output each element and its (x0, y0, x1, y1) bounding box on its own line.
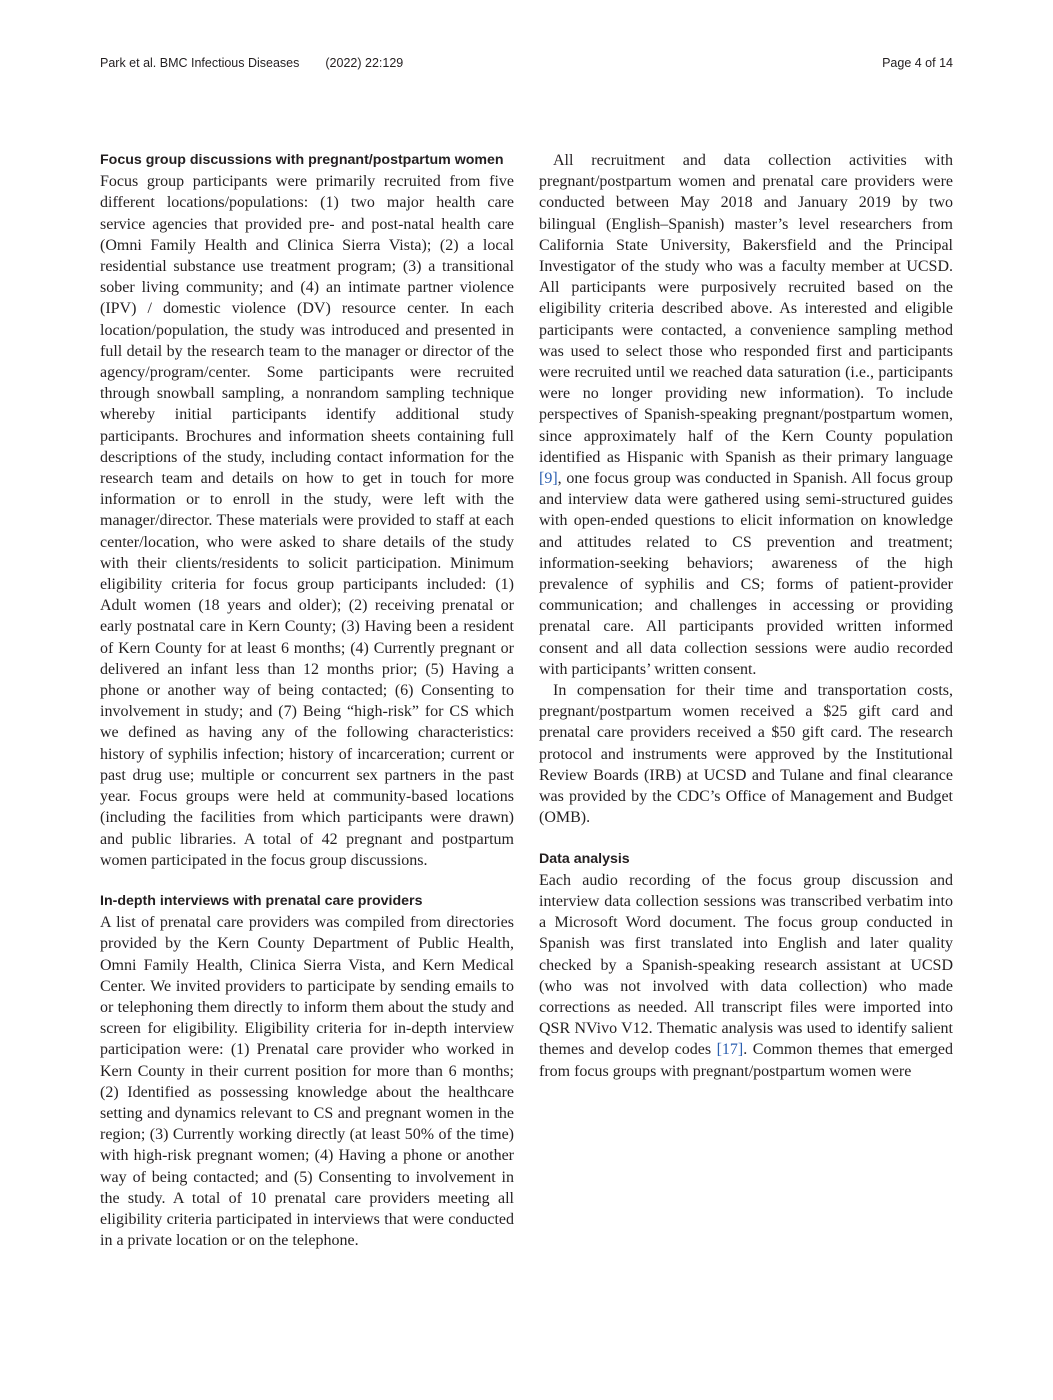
citation-link[interactable]: [9] (539, 470, 558, 488)
focus-groups-paragraph: Focus group participants were primarily recruited from five different locations/populations: (1) two major health care service agencies that provided pre- and post-natal health care (Omni Family Health and Clinica Sierra Vista); (2) a local residential substance use treatment program; (3) a transitional sober living community; and (4) an intimate partner violence (IPV) / domestic violence (DV) resource center. In each location/population, the study was introduced and presented in full detail by the research team to the manager or director of the agency/program/center. Some participants were recruited through snowball sampling, a nonrandom sampling technique whereby initial participants identify additional study participants. Brochures and information sheets containing full descriptions of the study, including contact information for the research team and details on how to get in touch for more information or to enroll in the study, were left with the manager/director. These materials were provided to staff at each center/location, who were asked to share details of the study with their clients/residents to solicit participation. Minimum eligibility criteria for focus group participants included: (1) Adult women (18 years and older); (2) receiving prenatal or early postnatal care in Kern County; (3) Having been a resident of Kern County for at least 6 months; (4) Currently pregnant or delivered an infant less than 12 months prior; (5) Having a phone or another way of being contacted; (6) Consenting to involvement in study; and (7) Being “high-risk” for CS which we defined as having any of the following characteristics: history of syphilis infection; history of incarceration; current or past drug use; multiple or concurrent sex partners in the past year. Focus groups were held at community-based locations (including the facilities from which participants were drawn) and public libraries. A total of 42 pregnant and postpartum women participated in the focus group discussions. (100, 173, 514, 869)
paragraph-text: Each audio recording of the focus group discussion and interview data collection sessions was transcribed verbatim into a Microsoft Word document. The focus group conducted in Spanish was first translated into English and later quality checked by a Spanish-speaking research assistant at UCSD (who was not involved with data collection) who made corrections as needed. All transcript files were imported into QSR NVivo V12. Thematic analysis was used to identify salient themes and develop codes (539, 871, 953, 1059)
interviews-paragraph-1: A list of prenatal care providers was compiled from directories provided by the Kern County Department of Public Health, Omni Family Health, Clinica Sierra Vista, and Kern Medical Center. We invited providers to participate by sending emails to or telephoning them directly to inform them about the study and screen for eligibility. Eligibility criteria for in-depth interview participation were: (1) Prenatal care provider who worked in Kern County in their current position for more than 6 months; (2) Identified as possessing knowledge about the healthcare setting and dynamics relevant to CS and pregnant women in the region; (3) Currently working directly (at least 50% of the time) with high-risk pregnant women; (4) Having a phone or another way of being contacted; and (5) Consenting to involvement in the study. A total of 10 prenatal care providers meeting all eligibility criteria participated in interviews that were conducted in a private location or on the telephone. (100, 914, 514, 1250)
section-heading-data-analysis: Data analysis (539, 850, 630, 867)
interviews-paragraph-2 (539, 150, 953, 680)
paragraph-text: , one focus group was conducted in Spanish. All focus group and interview data were gathered using semi-structured guides with open-ended questions to elicit information on knowledge and attitudes related to CS prevention and treatment; information-seeking behaviors; awareness of the high prevalence of syphilis and CS; forms of patient-provider communication; and challenges in accessing or providing prenatal care. All participants provided written informed consent and all data collection sessions were audio recorded with participants’ written consent. (539, 470, 953, 678)
paragraph-text: All recruitment and data collection activities with pregnant/postpartum women and prenatal care providers were conducted between May 2018 and January 2019 by two bilingual (English–Spanish) master’s level researchers from California State University, Bakersfield and the Principal Investigator of the study who was a faculty member at UCSD. All participants were purposively recruited based on the eligibility criteria described above. As interested and eligible participants were contacted, a convenience sampling method was used to select those who responded first and participants were recruited until we reached data saturation (i.e., participants were no longer providing new information). To include perspectives of Spanish-speaking pregnant/postpartum women, since approximately half of the Kern County population identified as Hispanic with Spanish as their primary language (539, 152, 953, 466)
section-heading-interviews: In-depth interviews with prenatal care providers (100, 892, 423, 909)
page-number: Page 4 of 14 (882, 56, 953, 70)
volume-citation: (2022) 22:129 (325, 56, 404, 70)
journal-citation: Park et al. BMC Infectious Diseases (100, 56, 300, 70)
left-column (100, 150, 514, 1251)
data-analysis-paragraph (539, 870, 953, 1082)
citation-link[interactable]: [17] (716, 1041, 744, 1059)
right-column (539, 150, 953, 1082)
interviews-paragraph-3: In compensation for their time and transportation costs, pregnant/postpartum women received a $25 gift card and prenatal care providers received a $50 gift card. The research protocol and instruments were approved by the Institutional Review Boards (IRB) at UCSD and Tulane and final clearance was provided by the CDC’s Office of Management and Budget (OMB). (539, 682, 953, 827)
running-header (100, 56, 403, 74)
section-heading-focus-groups: Focus group discussions with pregnant/postpartum women (100, 152, 504, 168)
paragraph-text: . Common themes that emerged from focus groups with pregnant/postpartum women were (539, 1041, 953, 1080)
